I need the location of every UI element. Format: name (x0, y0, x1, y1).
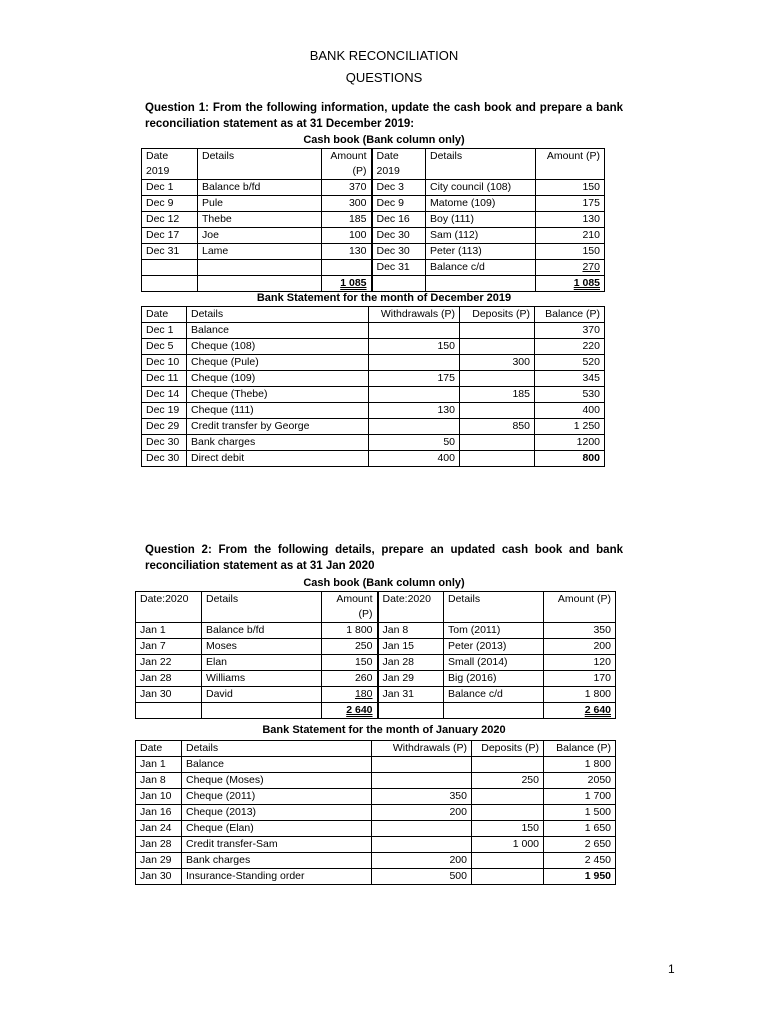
table-cell: 150 (472, 821, 544, 837)
table-cell: Cheque (Thebe) (187, 387, 369, 403)
table-cell: Elan (202, 655, 322, 671)
header-cell (536, 149, 605, 180)
header-cell (198, 149, 322, 180)
table-cell: Bank charges (187, 435, 369, 451)
totals-row (136, 703, 616, 719)
table-cell: Dec 9 (372, 196, 426, 212)
table-cell: 2050 (544, 773, 616, 789)
header-line: Details (206, 593, 239, 605)
q1-cashbook-caption: Cash book (Bank column only) (303, 134, 465, 146)
table-row (136, 837, 616, 853)
table-cell: 370 (535, 323, 605, 339)
table-cell: Matome (109) (426, 196, 536, 212)
table-cell (202, 703, 322, 719)
table-cell: 185 (322, 212, 372, 228)
total-right: 1 085 (536, 276, 605, 292)
table-cell: Moses (202, 639, 322, 655)
header-cell: Withdrawals (P) (372, 741, 472, 757)
table-cell: 1 800 (322, 623, 378, 639)
table-row (142, 212, 605, 228)
header-cell (378, 592, 444, 623)
header-line: Details (448, 593, 481, 605)
table-cell: 1 800 (544, 687, 616, 703)
table-cell: Direct debit (187, 451, 369, 467)
table-cell: Dec 3 (372, 180, 426, 196)
table-cell: Cheque (Pule) (187, 355, 369, 371)
table-cell: Jan 8 (136, 773, 182, 789)
table-cell: Jan 1 (136, 757, 182, 773)
header-cell: Date (136, 741, 182, 757)
table-cell: 500 (372, 869, 472, 885)
table-cell: 175 (369, 371, 460, 387)
table-row (136, 853, 616, 869)
table-cell (460, 403, 535, 419)
table-cell: 210 (536, 228, 605, 244)
table-cell: Thebe (198, 212, 322, 228)
table-row (142, 419, 605, 435)
header-cell (322, 149, 372, 180)
table-cell: Jan 15 (378, 639, 444, 655)
table-row (142, 180, 605, 196)
table-cell (460, 451, 535, 467)
table-cell: Cheque (109) (187, 371, 369, 387)
table-cell: 370 (322, 180, 372, 196)
header-cell: Balance (P) (535, 307, 605, 323)
table-cell: 530 (535, 387, 605, 403)
table-cell: Jan 1 (136, 623, 202, 639)
table-cell: 345 (535, 371, 605, 387)
table-cell: 850 (460, 419, 535, 435)
table-cell: 250 (322, 639, 378, 655)
table-cell (372, 773, 472, 789)
table-cell: 1 700 (544, 789, 616, 805)
table-cell: 1 650 (544, 821, 616, 837)
table-cell: Insurance-Standing order (182, 869, 372, 885)
table-header-row (142, 307, 605, 323)
table-row (136, 773, 616, 789)
table-row (136, 623, 616, 639)
table-cell: Dec 9 (142, 196, 198, 212)
table-cell: 400 (369, 451, 460, 467)
table-cell: Small (2014) (444, 655, 544, 671)
document-title: BANK RECONCILIATION (309, 48, 459, 63)
table-cell: Cheque (Elan) (182, 821, 372, 837)
table-cell: Joe (198, 228, 322, 244)
table-cell: 150 (536, 180, 605, 196)
table-cell (198, 276, 322, 292)
header-cell: Details (182, 741, 372, 757)
header-line: (P) (352, 165, 367, 177)
table-cell: Balance b/fd (198, 180, 322, 196)
header-line: Date:2020 (382, 593, 431, 605)
table-row (142, 339, 605, 355)
table-cell (472, 789, 544, 805)
table-row (142, 387, 605, 403)
table-cell: Jan 10 (136, 789, 182, 805)
table-row (136, 687, 616, 703)
table-cell: 2 650 (544, 837, 616, 853)
table-row (136, 805, 616, 821)
table-cell: Cheque (111) (187, 403, 369, 419)
q2-statement-caption: Bank Statement for the month of January 2020 (262, 724, 506, 736)
header-cell: Balance (P) (544, 741, 616, 757)
table-cell: 350 (372, 789, 472, 805)
q2-cashbook-table (135, 591, 616, 719)
header-cell (426, 149, 536, 180)
table-cell: 250 (472, 773, 544, 789)
table-cell: Balance c/d (444, 687, 544, 703)
table-cell: Dec 11 (142, 371, 187, 387)
header-cell: Withdrawals (P) (369, 307, 460, 323)
table-row (142, 355, 605, 371)
q1-bank-statement-table (141, 306, 605, 467)
table-cell: Balance b/fd (202, 623, 322, 639)
table-cell: 260 (322, 671, 378, 687)
table-cell: David (202, 687, 322, 703)
table-cell (372, 821, 472, 837)
header-line: Date (146, 150, 169, 162)
table-row (136, 639, 616, 655)
table-cell: Cheque (Moses) (182, 773, 372, 789)
header-line: Amount (P) (546, 150, 600, 162)
question-2-text: Question 2: From the following details, prepare an updated cash book and bank reconciliation statement as at 31 Jan 2020 (145, 544, 623, 572)
table-cell (472, 805, 544, 821)
table-cell: 150 (369, 339, 460, 355)
table-cell: Cheque (2013) (182, 805, 372, 821)
totals-row (142, 276, 605, 292)
table-cell: Jan 30 (136, 687, 202, 703)
table-cell (142, 276, 198, 292)
table-cell: Cheque (2011) (182, 789, 372, 805)
table-cell: Bank charges (182, 853, 372, 869)
header-cell (444, 592, 544, 623)
table-cell: 130 (322, 244, 372, 260)
table-cell (372, 276, 426, 292)
table-cell: Dec 10 (142, 355, 187, 371)
table-header-row (136, 592, 616, 623)
table-cell: Dec 31 (142, 244, 198, 260)
header-cell: Deposits (P) (460, 307, 535, 323)
table-cell: Dec 5 (142, 339, 187, 355)
table-cell: City council (108) (426, 180, 536, 196)
table-cell (460, 371, 535, 387)
header-cell (544, 592, 616, 623)
table-cell (460, 339, 535, 355)
table-row (142, 196, 605, 212)
header-line: Amount (336, 593, 373, 605)
table-cell: 120 (544, 655, 616, 671)
table-cell: 350 (544, 623, 616, 639)
table-cell: 100 (322, 228, 372, 244)
table-row (142, 228, 605, 244)
table-cell (372, 837, 472, 853)
table-cell: Dec 31 (372, 260, 426, 276)
header-line: Date (376, 150, 399, 162)
header-cell: Details (187, 307, 369, 323)
table-cell: 1200 (535, 435, 605, 451)
table-row (142, 451, 605, 467)
header-line: 2019 (146, 165, 170, 177)
table-cell: Peter (113) (426, 244, 536, 260)
table-cell: 1 800 (544, 757, 616, 773)
header-line: Date:2020 (140, 593, 189, 605)
table-cell: Jan 24 (136, 821, 182, 837)
table-cell: 520 (535, 355, 605, 371)
table-cell: 130 (536, 212, 605, 228)
table-row (136, 869, 616, 885)
table-cell (142, 260, 198, 276)
table-cell (369, 355, 460, 371)
table-cell: Dec 12 (142, 212, 198, 228)
table-cell: 170 (544, 671, 616, 687)
table-cell (378, 703, 444, 719)
table-cell: Dec 14 (142, 387, 187, 403)
table-header-row (142, 149, 605, 180)
table-cell (369, 387, 460, 403)
table-row (136, 671, 616, 687)
table-row (142, 371, 605, 387)
table-cell: Jan 31 (378, 687, 444, 703)
table-cell (444, 703, 544, 719)
table-cell: Jan 29 (378, 671, 444, 687)
table-cell: Dec 19 (142, 403, 187, 419)
header-line: Amount (P) (557, 593, 611, 605)
table-cell: Pule (198, 196, 322, 212)
table-row (142, 260, 605, 276)
page-number: 1 (668, 962, 675, 976)
table-cell: 300 (322, 196, 372, 212)
table-cell: Jan 28 (136, 837, 182, 853)
table-cell: Jan 22 (136, 655, 202, 671)
table-cell: 150 (322, 655, 378, 671)
table-cell (460, 435, 535, 451)
table-cell: 185 (460, 387, 535, 403)
table-cell: Dec 17 (142, 228, 198, 244)
table-cell: Credit transfer-Sam (182, 837, 372, 853)
header-cell: Date (142, 307, 187, 323)
table-row (142, 435, 605, 451)
table-row (142, 323, 605, 339)
table-cell: Balance (182, 757, 372, 773)
table-cell (460, 323, 535, 339)
table-cell: Credit transfer by George (187, 419, 369, 435)
table-cell: Jan 7 (136, 639, 202, 655)
table-cell: 175 (536, 196, 605, 212)
header-line: Amount (330, 150, 367, 162)
table-row (142, 403, 605, 419)
table-cell: 270 (536, 260, 605, 276)
question-1-text: Question 1: From the following information, update the cash book and prepare a bank reconciliation statement as at 31 December 2019: (145, 102, 623, 130)
header-cell (142, 149, 198, 180)
table-cell: 50 (369, 435, 460, 451)
table-cell (198, 260, 322, 276)
table-row (136, 757, 616, 773)
table-cell: 220 (535, 339, 605, 355)
table-cell: 200 (372, 805, 472, 821)
header-cell: Deposits (P) (472, 741, 544, 757)
table-cell: Jan 16 (136, 805, 182, 821)
table-cell: Jan 28 (378, 655, 444, 671)
table-cell (369, 323, 460, 339)
table-cell: 1 000 (472, 837, 544, 853)
table-cell: Peter (2013) (444, 639, 544, 655)
table-cell: Dec 1 (142, 180, 198, 196)
table-cell: Lame (198, 244, 322, 260)
table-cell: 2 450 (544, 853, 616, 869)
table-cell (372, 757, 472, 773)
table-row (136, 789, 616, 805)
table-cell: Jan 8 (378, 623, 444, 639)
table-row (136, 655, 616, 671)
table-cell (322, 260, 372, 276)
header-cell (136, 592, 202, 623)
table-cell: Jan 28 (136, 671, 202, 687)
table-cell: Dec 30 (142, 451, 187, 467)
header-cell (322, 592, 378, 623)
table-cell: Cheque (108) (187, 339, 369, 355)
header-line: Details (430, 150, 463, 162)
table-cell: Williams (202, 671, 322, 687)
table-cell (472, 869, 544, 885)
table-cell (369, 419, 460, 435)
table-cell: 150 (536, 244, 605, 260)
table-header-row (136, 741, 616, 757)
total-left: 1 085 (322, 276, 372, 292)
table-row (142, 244, 605, 260)
table-cell: 1 500 (544, 805, 616, 821)
table-cell: Jan 30 (136, 869, 182, 885)
table-cell: Dec 30 (142, 435, 187, 451)
table-cell: Jan 29 (136, 853, 182, 869)
header-line: Details (202, 150, 235, 162)
table-cell: Dec 30 (372, 228, 426, 244)
table-cell: Balance (187, 323, 369, 339)
header-cell (372, 149, 426, 180)
table-cell: 800 (535, 451, 605, 467)
header-line: 2019 (376, 165, 400, 177)
q2-bank-statement-table (135, 740, 616, 885)
table-cell: Big (2016) (444, 671, 544, 687)
table-cell (472, 757, 544, 773)
table-cell: 1 250 (535, 419, 605, 435)
q1-statement-caption: Bank Statement for the month of December 2019 (256, 292, 512, 304)
table-row (136, 821, 616, 837)
table-cell (472, 853, 544, 869)
q1-cashbook-table (141, 148, 605, 292)
table-cell: 130 (369, 403, 460, 419)
total-left: 2 640 (322, 703, 378, 719)
table-cell: 1 950 (544, 869, 616, 885)
table-cell: Dec 1 (142, 323, 187, 339)
document-subtitle: QUESTIONS (345, 70, 423, 85)
table-cell: Balance c/d (426, 260, 536, 276)
table-cell: 400 (535, 403, 605, 419)
header-line: (P) (358, 608, 373, 620)
table-cell: 200 (372, 853, 472, 869)
table-cell: 300 (460, 355, 535, 371)
total-right: 2 640 (544, 703, 616, 719)
table-cell: Dec 16 (372, 212, 426, 228)
table-cell (136, 703, 202, 719)
table-cell: Dec 29 (142, 419, 187, 435)
q2-cashbook-caption: Cash book (Bank column only) (303, 577, 465, 589)
header-cell (202, 592, 322, 623)
table-cell (426, 276, 536, 292)
table-cell: Sam (112) (426, 228, 536, 244)
table-cell: 200 (544, 639, 616, 655)
table-cell: 180 (322, 687, 378, 703)
table-cell: Dec 30 (372, 244, 426, 260)
table-cell: Boy (111) (426, 212, 536, 228)
table-cell: Tom (2011) (444, 623, 544, 639)
